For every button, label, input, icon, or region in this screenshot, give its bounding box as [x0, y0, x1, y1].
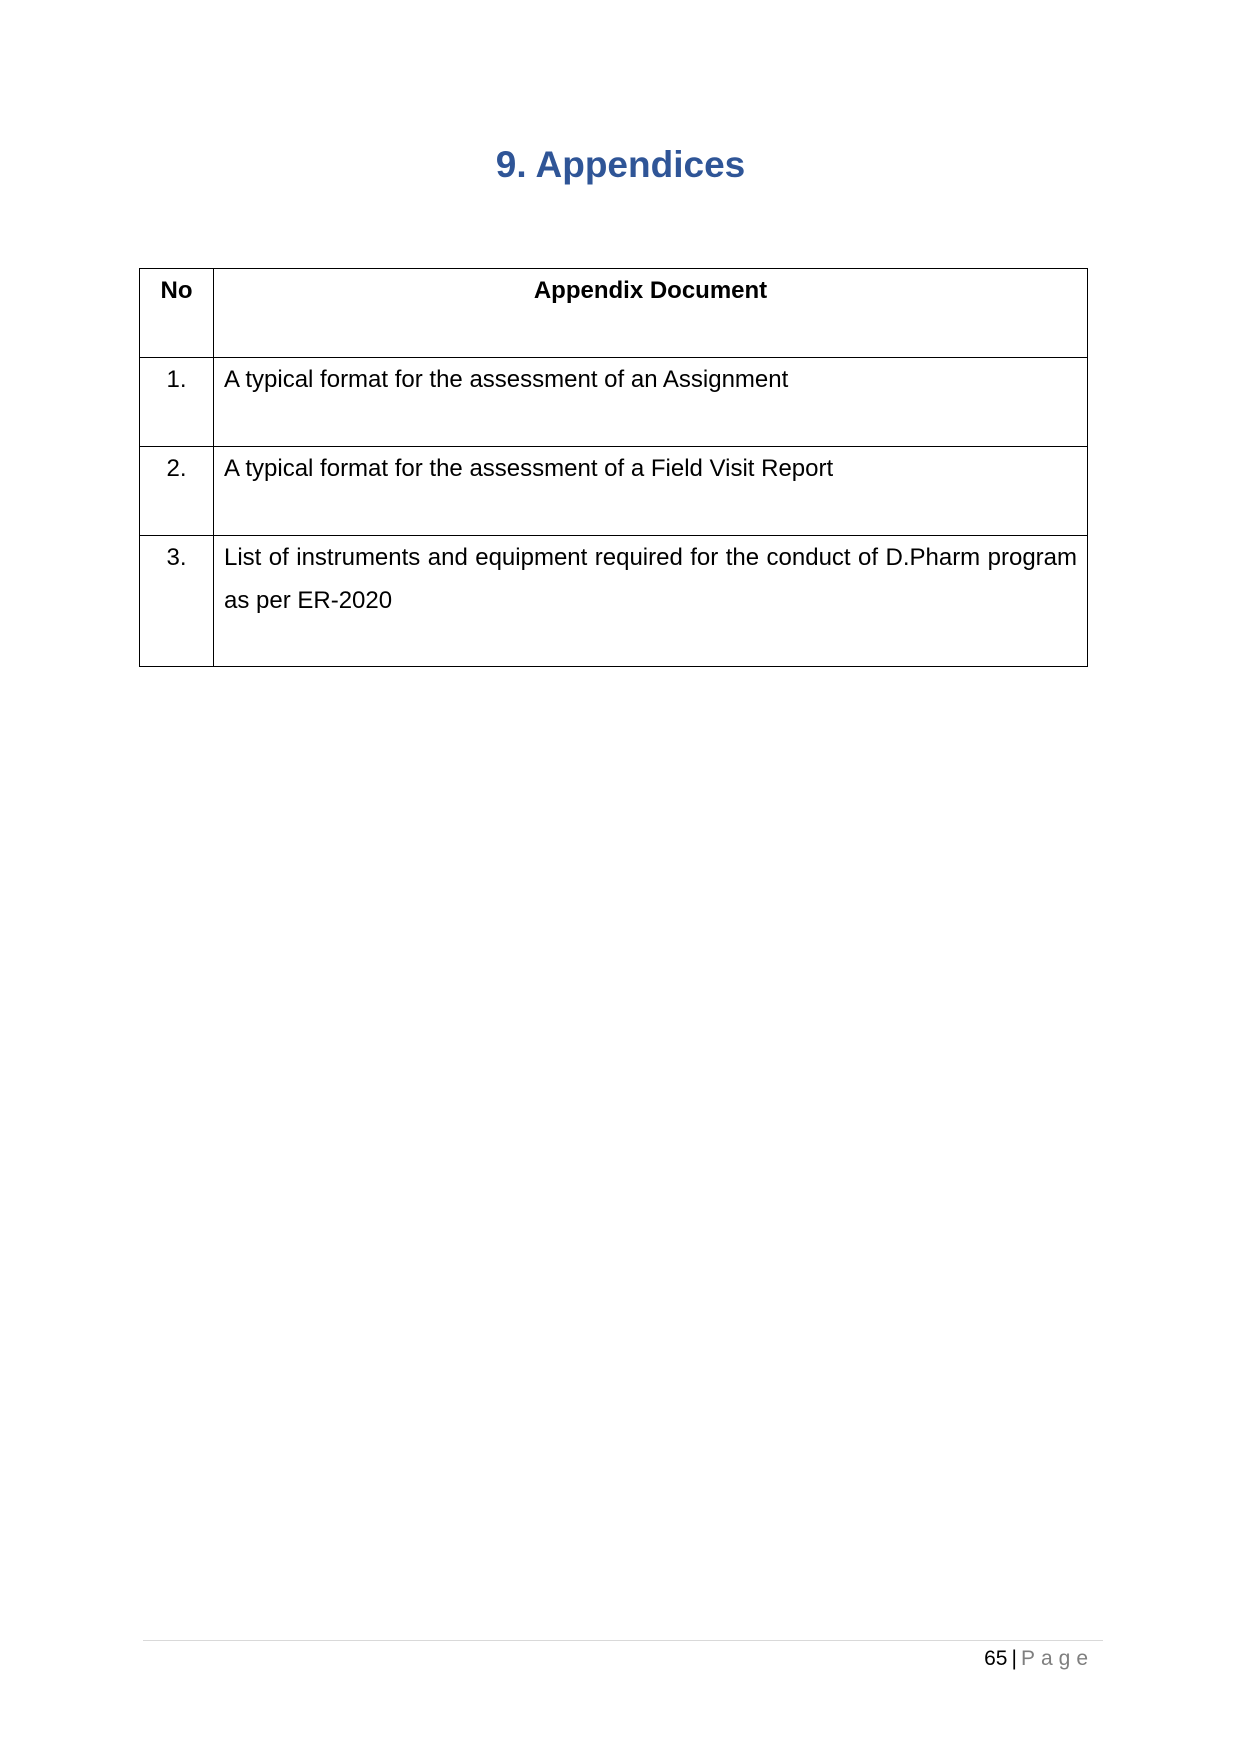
header-appendix-document: Appendix Document: [214, 269, 1088, 358]
footer-separator: |: [1011, 1647, 1017, 1670]
row-number: 1.: [140, 358, 214, 447]
table-row: [140, 536, 1088, 667]
table-row: [140, 447, 1088, 536]
row-number: 2.: [140, 447, 214, 536]
appendix-document-cell: A typical format for the assessment of a Field Visit Report: [214, 447, 1088, 536]
appendix-table: [139, 268, 1088, 667]
table-row: [140, 358, 1088, 447]
footer-divider: [143, 1640, 1103, 1641]
appendix-document-cell: A typical format for the assessment of an Assignment: [214, 358, 1088, 447]
page-label: Page: [1020, 1647, 1094, 1670]
page-footer: [984, 1644, 1094, 1674]
header-no: No: [140, 269, 214, 358]
appendix-document-cell: List of instruments and equipment required for the conduct of D.Pharm program as per ER-2020: [214, 536, 1088, 667]
page-number: 65: [984, 1647, 1008, 1670]
table-header-row: [140, 269, 1088, 358]
row-number: 3.: [140, 536, 214, 667]
page-title: 9. Appendices: [495, 144, 746, 185]
